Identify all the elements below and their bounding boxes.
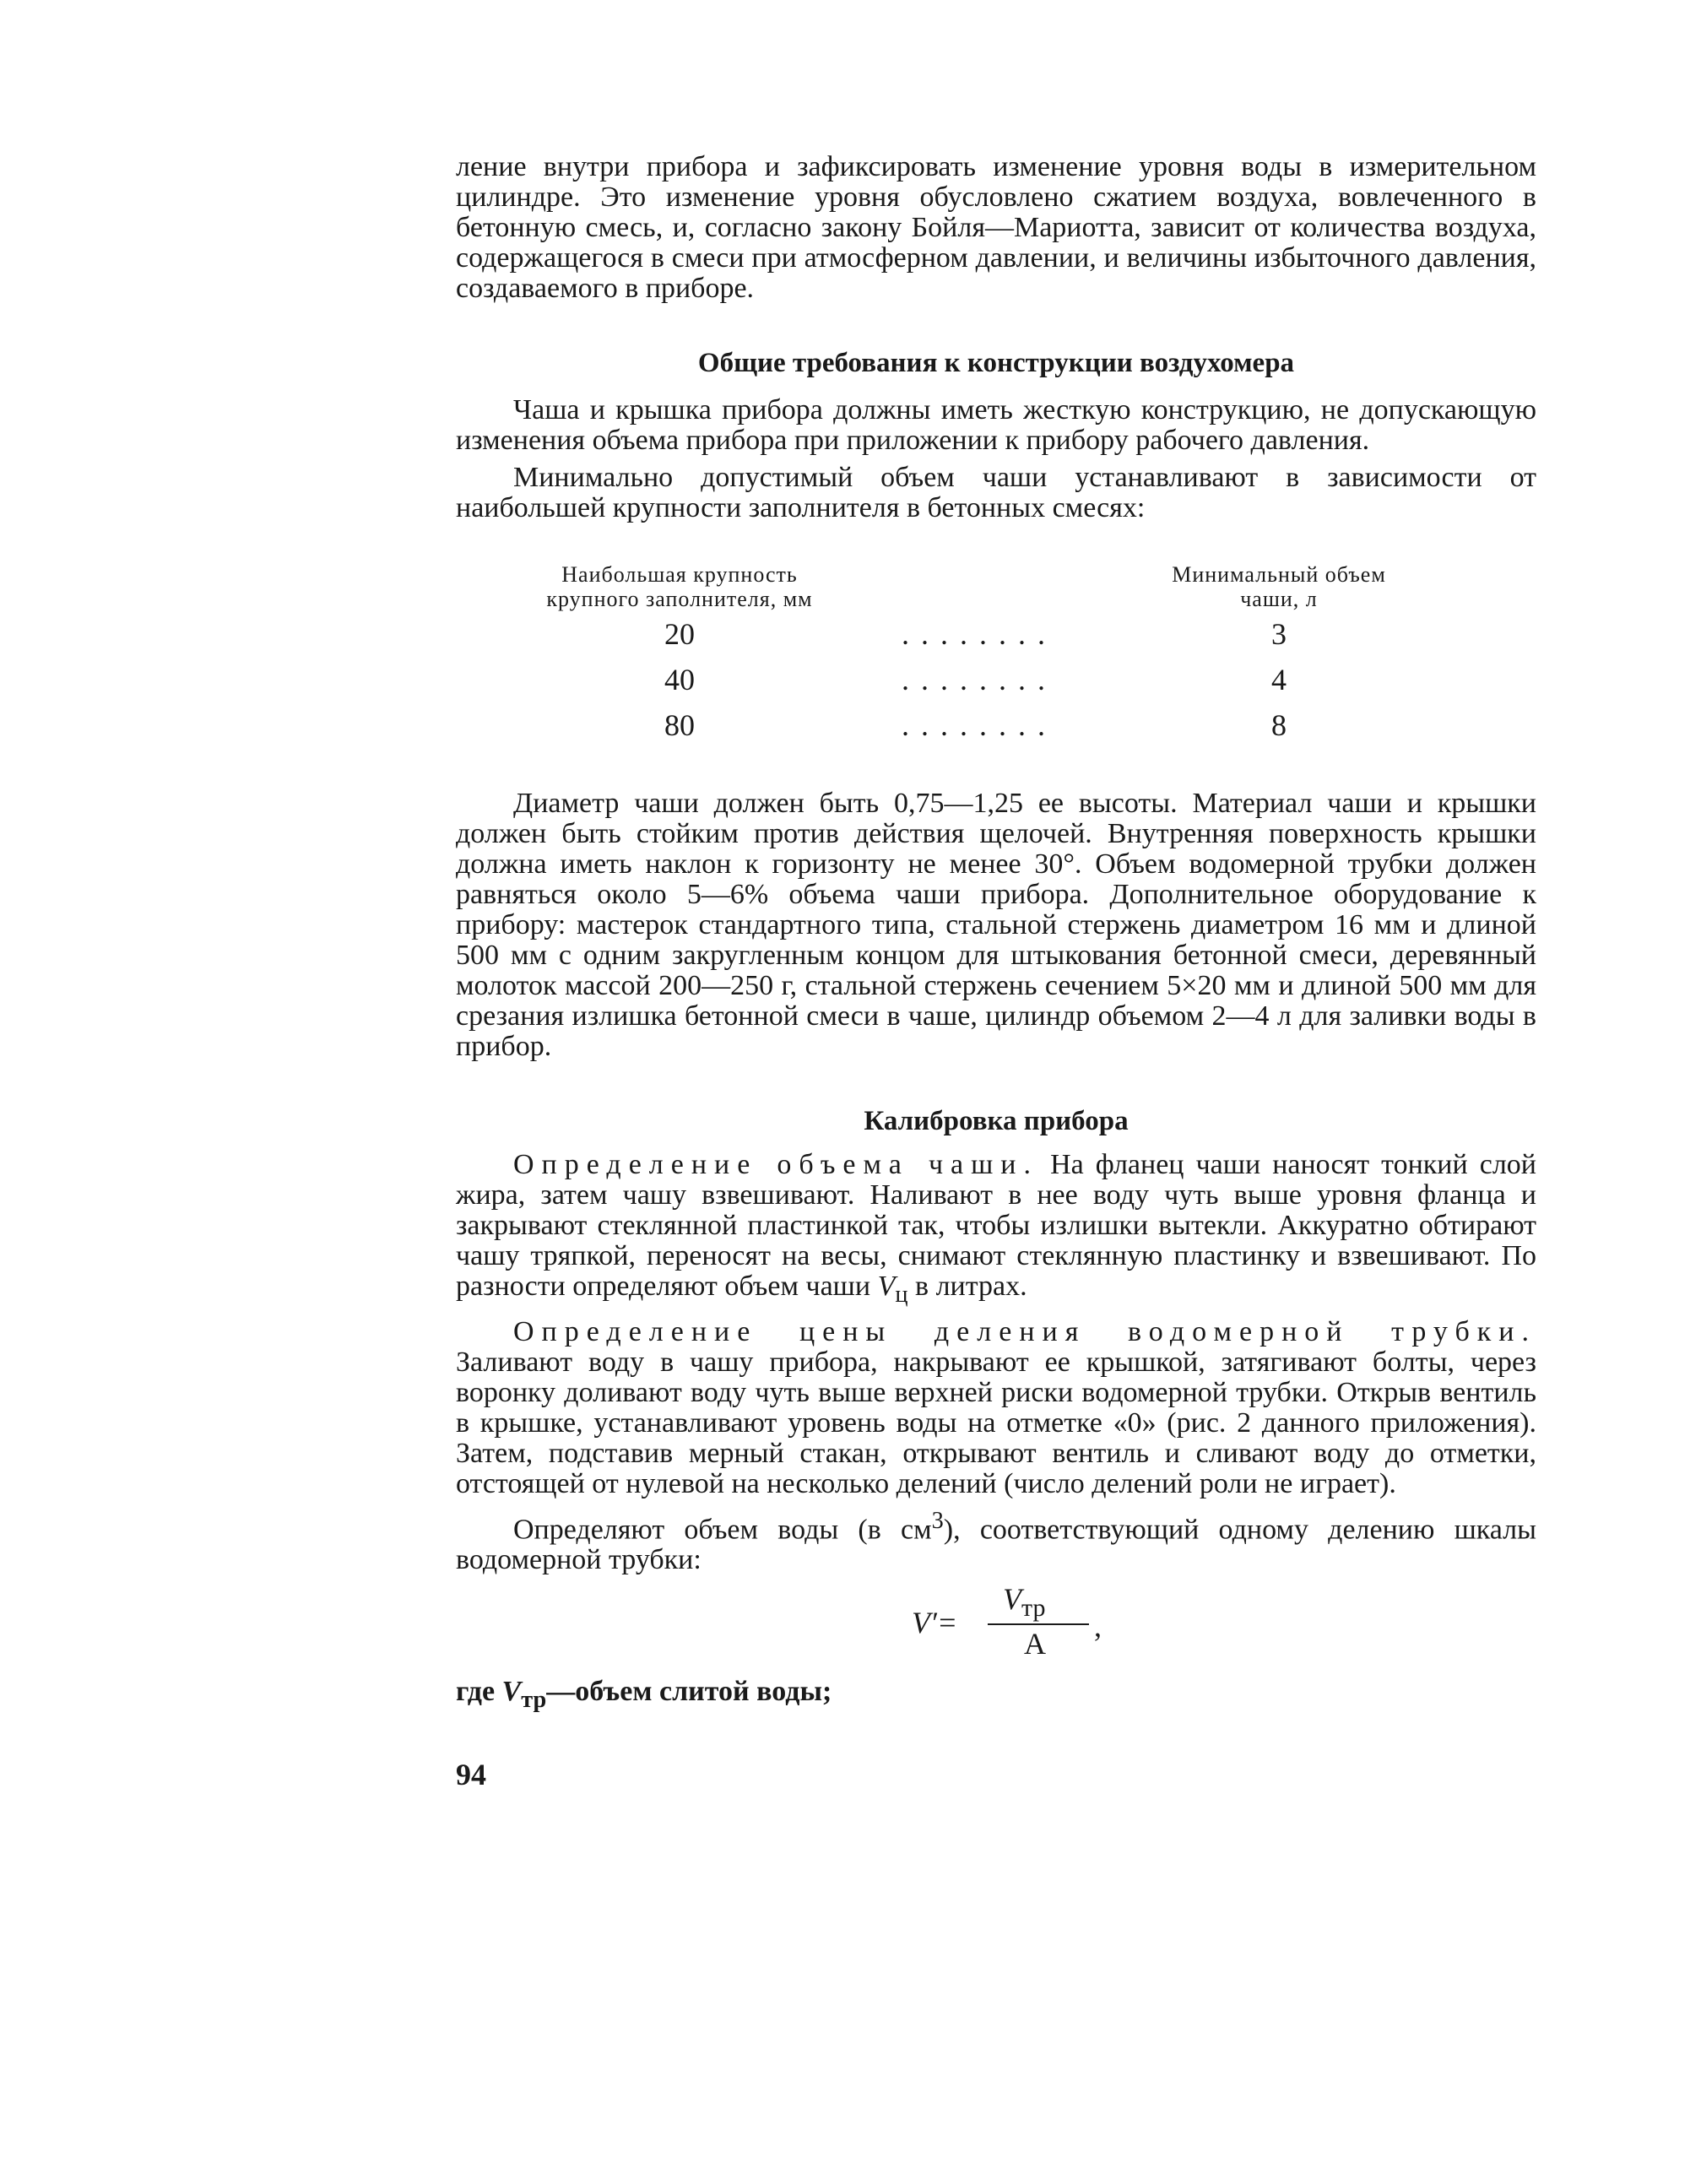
paragraph-bowl-lid: Чаша и крышка прибора должны иметь жесткую конструкцию, не допускающую изменения объема прибора при приложении к прибору рабочего давления. — [456, 394, 1536, 456]
heading-requirements: Общие требования к конструкции воздухомера — [697, 348, 1295, 378]
aggregate-size: 80 — [664, 708, 695, 742]
leader-dots: ........ — [902, 708, 1057, 742]
aggregate-size: 40 — [664, 663, 695, 696]
paragraph-tube — [456, 1317, 1536, 1499]
document-page — [456, 152, 1536, 1790]
heading-calibration: Калибровка прибора — [864, 1106, 1129, 1136]
paragraph-diameter: Диаметр чаши должен быть 0,75—1,25 ее высоты. Материал чаши и крышки должен быть стойким против действия щелочей. Внутренняя поверхность крышки должна иметь наклон к горизонту не менее 30°. Объем водомерной трубки должен равняться около 5—6% объема чаши прибора. Дополнительное оборудование к прибору: мастерок стандартного типа, стальной стержень диаметром 16 мм и длиной 500 мм с одним закругленным концом для штыкования бетонной смеси, деревянный молоток массой 200—250 г, стальной стержень сечением 5×20 мм и длиной 500 мм для срезания излишка бетонной смеси в чаше, цилиндр объемом 2—4 л для заливки воды в прибор. — [456, 788, 1536, 1062]
bowl-volume-subscript: ц — [895, 1281, 908, 1308]
formula-numerator: $V_{тр}$ — [1003, 1582, 1046, 1623]
min-volume: 4 — [1271, 663, 1287, 696]
aggregate-volume-table — [540, 562, 1418, 748]
bowl-volume-text: На фланец чаши наносят тонкий слой жира, затем чашу взвешивают. Наливают в нее воду чуть выше уровня фланца и закрывают стеклянной пластинкой так, чтобы излишки вытекли. Аккуратно обтирают чашу тряпкой, переносят на весы, снимают стеклянную пластинку и взвешивают. По разности определяют объем чаши — [456, 1149, 1536, 1302]
table-row — [540, 657, 1418, 702]
formula-comma: , — [1094, 1609, 1102, 1644]
bowl-volume-tail: в литрах. — [915, 1271, 1027, 1302]
paragraph-division: Определяют объем воды (в $см^3$), соответствующий одному делению шкалы водомерной трубки: — [456, 1507, 1536, 1576]
min-volume: 8 — [1271, 708, 1287, 742]
formula-denominator: A — [1024, 1627, 1046, 1661]
tube-text: Заливают воду в чашу прибора, накрывают ее крышкой, затягивают болты, через воронку доливают воду чуть выше верхней риски водомерной трубки. Открыв вентиль в крышке, устанавливают уровень воды на отметке «0» (рис. 2 данного приложения). Затем, подставив мерный стакан, открывают вентиль и сливают воду до отметки, отстоящей от нулевой на несколько делений (число делений роли не играет). — [456, 1346, 1536, 1499]
formula-lhs: V′= — [912, 1606, 958, 1640]
paragraph-where: где $V_{тр}—объем$ слитой воды; — [456, 1676, 832, 1713]
term-bowl-volume: Определение объема чаши. — [513, 1149, 1039, 1180]
leader-dots: ........ — [902, 617, 1057, 651]
aggregate-size: 20 — [664, 617, 695, 651]
table-row — [540, 611, 1418, 657]
leader-dots: ........ — [902, 663, 1057, 696]
formula-division-value — [912, 1575, 1165, 1668]
bowl-volume-symbol: V — [877, 1271, 896, 1302]
table-header-row — [540, 562, 1418, 611]
header-volume: Минимальный объем чаши, л — [1172, 562, 1386, 611]
paragraph-intro: ление внутри прибора и зафиксировать изменение уровня воды в измерительном цилиндре. Это изменение уровня обусловлено сжатием воздуха, вовлеченного в бетонную смесь, и, согласно закону Бойля—Мариотта, зависит от количества воздуха, содержащегося в смеси при атмосферном давлении, и величины избыточного давления, создаваемого в приборе. — [456, 151, 1536, 304]
min-volume: 3 — [1271, 617, 1287, 651]
paragraph-min-volume: Минимально допустимый объем чаши устанавливают в зависимости от наибольшей крупности заполнителя в бетонных смесях: — [456, 462, 1536, 523]
term-tube: Определение цены деления водомерной трубки. — [513, 1315, 1536, 1347]
paragraph-bowl-volume — [456, 1150, 1536, 1310]
table-row — [540, 702, 1418, 748]
page-number: 94 — [456, 1757, 486, 1791]
fraction-bar — [988, 1623, 1089, 1625]
header-aggregate: Наибольшая крупность крупного заполнителя, мм — [546, 562, 813, 611]
